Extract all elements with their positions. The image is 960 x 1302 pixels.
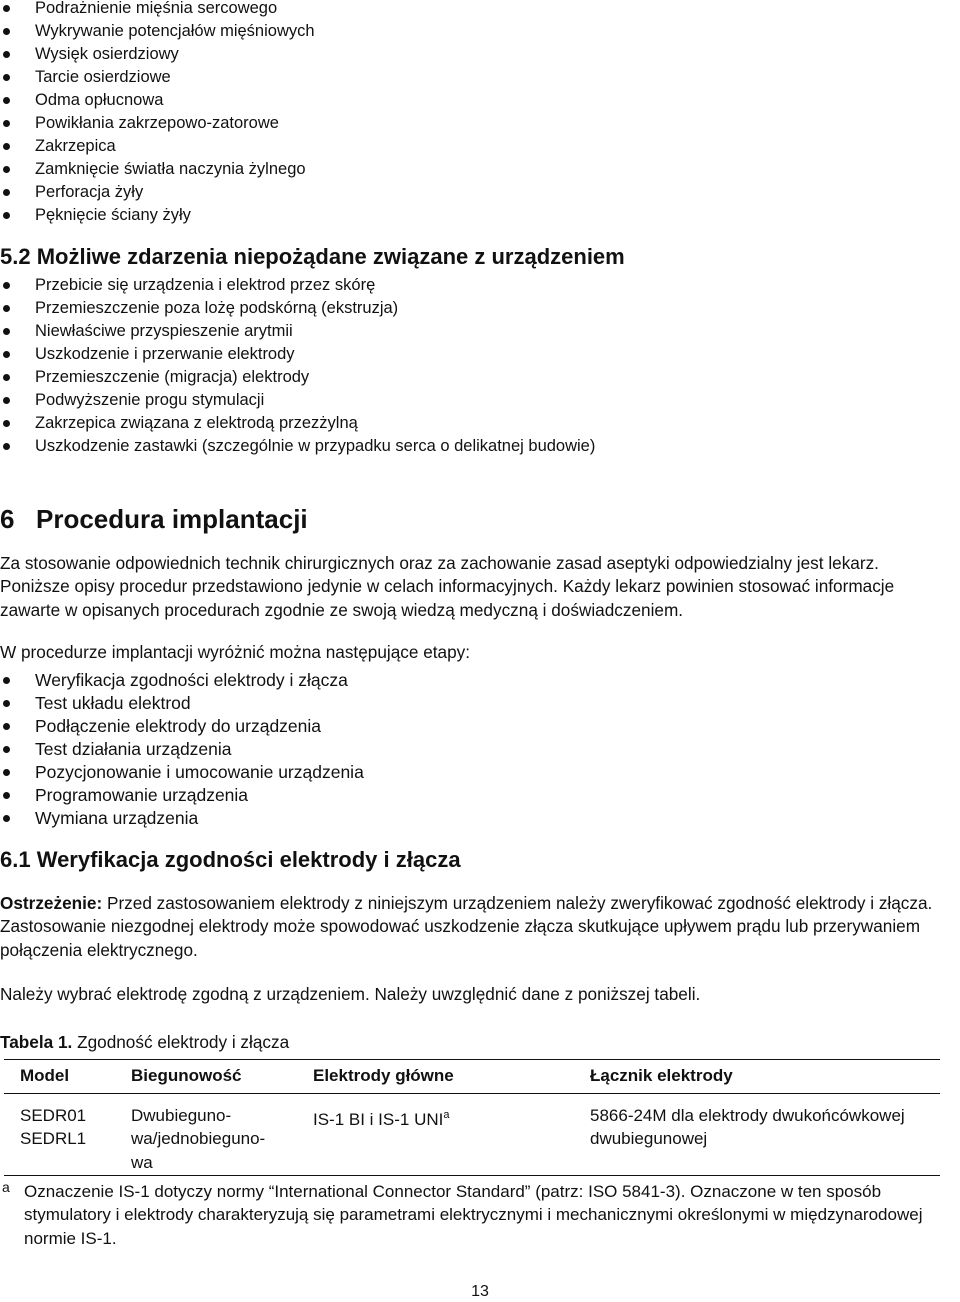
list-item: Uszkodzenie zastawki (szczególnie w przypadku serca o delikatnej budowie) (0, 435, 595, 458)
column-header-model: Model (20, 1066, 70, 1085)
list-item: Zakrzepica związana z elektrodą przezżylną (0, 412, 595, 435)
page-number: 13 (471, 1283, 489, 1300)
section-heading-6-1: 6.1 Weryfikacja zgodności elektrody i złącza (0, 847, 461, 872)
table-caption-text: Zgodność elektrody i złącza (72, 1032, 290, 1052)
section-heading-6 (0, 503, 308, 535)
list-item: Niewłaściwe przyspieszenie arytmii (0, 320, 595, 343)
compatibility-table-wrapper (0, 1059, 940, 1176)
list-item: Wysięk osierdziowy (0, 43, 315, 66)
list-item: Perforacja żyły (0, 181, 315, 204)
list-item: Przemieszczenie poza lożę podskórną (ekstruzja) (0, 297, 595, 320)
list-item: Podrażnienie mięśnia sercowego (0, 0, 315, 20)
list-item: Pęknięcie ściany żyły (0, 204, 315, 227)
cell-model (4, 1094, 115, 1176)
table-caption-label: Tabela 1. (0, 1032, 73, 1052)
list-item: Test układu elektrod (0, 692, 364, 715)
warning-label: Ostrzeżenie: (0, 893, 103, 913)
column-header-connector: Łącznik elektrody (590, 1066, 733, 1085)
compatibility-table (4, 1059, 940, 1176)
list-item: Pozycjonowanie i umocowanie urządzenia (0, 761, 364, 784)
list-item: Uszkodzenie i przerwanie elektrody (0, 343, 595, 366)
list-item: Podłączenie elektrody do urządzenia (0, 715, 364, 738)
list-item: Weryfikacja zgodności elektrody i złącza (0, 669, 364, 692)
section-number: 6 (0, 504, 15, 534)
leads-text: IS-1 BI i IS-1 UNI (313, 1110, 444, 1129)
table-row (4, 1094, 940, 1176)
list-item: Tarcie osierdziowe (0, 66, 315, 89)
list-item: Przemieszczenie (migracja) elektrody (0, 366, 595, 389)
column-header-leads: Elektrody główne (313, 1066, 454, 1085)
list-item: Wykrywanie potencjałów mięśniowych (0, 20, 315, 43)
model-line: SEDR01 (20, 1106, 87, 1125)
cell-polarity (115, 1094, 297, 1176)
list-item: Test działania urządzenia (0, 738, 364, 761)
section-heading-5-2: 5.2 Możliwe zdarzenia niepożądane związane z urządzeniem (0, 244, 625, 269)
column-header-polarity: Biegunowość (131, 1066, 242, 1085)
steps-intro: W procedurze implantacji wyróżnić można następujące etapy: (0, 642, 471, 662)
polarity-line: Dwubieguno- (131, 1106, 232, 1125)
device-adverse-events-list (0, 274, 595, 458)
footnote-text: Oznaczenie IS-1 dotyczy normy “International Connector Standard” (patrz: ISO 5841-3). Oznaczone w ten sposób stymulatory i elektrody charakteryzują się parametrami elektrycznymi i mechanicznymi określonymi w międzynarodowej normie IS-1. (24, 1182, 923, 1248)
procedure-steps-list (0, 669, 364, 830)
list-item: Przebicie się urządzenia i elektrod przez skórę (0, 274, 595, 297)
footnote-ref: a (443, 1109, 450, 1121)
list-item: Wymiana urządzenia (0, 807, 364, 830)
table-footnote (0, 1180, 950, 1250)
list-item: Podwyższenie progu stymulacji (0, 389, 595, 412)
list-item: Zakrzepica (0, 135, 315, 158)
list-item: Odma opłucnowa (0, 89, 315, 112)
cell-connector: 5866-24M dla elektrody dwukońcówkowej dwubiegunowej (590, 1106, 905, 1149)
list-item: Zamknięcie światła naczynia żylnego (0, 158, 315, 181)
intro-paragraph: Za stosowanie odpowiednich technik chirurgicznych oraz za zachowanie zasad aseptyki odpowiedzialny jest lekarz. Poniższe opisy procedur przedstawiono jedynie w celach informacyjnych. Każdy lekarz powinien stosować informacje zawarte w opisanych procedurach zgodnie ze swoją wiedzą medyczną i doświadczeniem. (0, 553, 895, 620)
selection-paragraph: Należy wybrać elektrodę zgodną z urządzeniem. Należy uwzględnić dane z poniższej tabeli. (0, 984, 701, 1004)
table-header-row (4, 1060, 940, 1094)
warning-paragraph (0, 892, 945, 962)
model-line: SEDRL1 (20, 1129, 87, 1149)
warning-text: Przed zastosowaniem elektrody z niniejszym urządzeniem należy zweryfikować zgodność elektrody i złącza. Zastosowanie niezgodnej elektrody może spowodować uszkodzenie złącza skutkujące upływem prądu lub przerywaniem połączenia elektrycznego. (0, 893, 933, 960)
table-caption (0, 1031, 289, 1054)
cell-leads (297, 1094, 574, 1176)
polarity-line: wa/jednobieguno- (131, 1129, 266, 1149)
complications-list (0, 0, 315, 227)
list-item: Programowanie urządzenia (0, 784, 364, 807)
polarity-line: wa (131, 1152, 153, 1172)
list-item: Powikłania zakrzepowo-zatorowe (0, 112, 315, 135)
section-title: Procedura implantacji (36, 504, 308, 534)
footnote-mark: a (2, 1179, 10, 1195)
